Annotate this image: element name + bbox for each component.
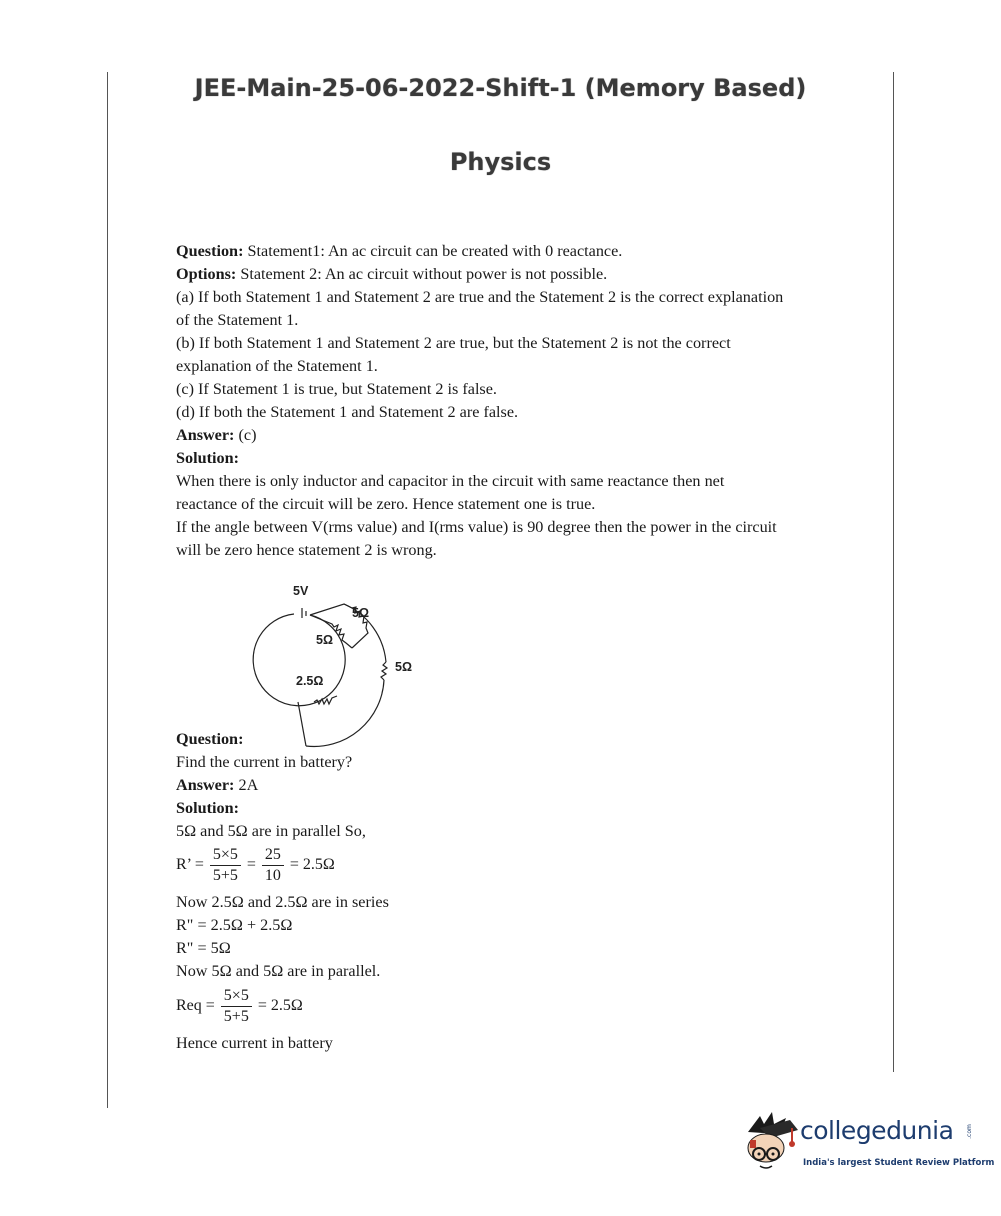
denominator: 5+5 (223, 1008, 249, 1025)
solution-continued (176, 891, 836, 983)
bottom-resistor-label: 2.5Ω (296, 674, 324, 688)
equation-result: = 2.5Ω (257, 997, 303, 1015)
question-label: Question: (176, 242, 244, 260)
page-title: JEE-Main-25-06-2022-Shift-1 (Memory Based) (194, 74, 807, 102)
equals-sign: = (246, 856, 256, 874)
inner-resistor-label: 5Ω (316, 633, 333, 647)
denominator: 10 (264, 867, 281, 884)
q2-answer-line (176, 774, 836, 797)
question-1 (176, 240, 836, 562)
option-b: (b) If both Statement 1 and Statement 2 are true, but the Statement 2 is not the correct (176, 334, 731, 352)
equation-result: = 2.5Ω (289, 856, 335, 874)
fraction (262, 846, 284, 885)
numerator: 5×5 (221, 987, 252, 1007)
option-d: (d) If both the Statement 1 and Statement 2 are false. (176, 403, 519, 421)
q2-question-text: Find the current in battery? (176, 753, 353, 771)
right-margin-rule (893, 72, 894, 1072)
solution-line: When there is only inductor and capacitor in the circuit with same reactance then net (176, 472, 725, 490)
fraction (210, 846, 241, 885)
option-c: (c) If Statement 1 is true, but Statement 2 is false. (176, 380, 497, 398)
solution-label: Solution: (176, 449, 239, 467)
inner-loop-wire (253, 614, 345, 706)
question-2 (176, 728, 836, 843)
top-resistor-label: 5Ω (352, 606, 369, 620)
option-a: (a) If both Statement 1 and Statement 2 are true and the Statement 2 is the correct explanation (176, 288, 784, 306)
q2-question-label (176, 728, 836, 751)
solution-line: If the angle between V(rms value) and I(rms value) is 90 degree then the power in the circuit (176, 518, 777, 536)
solution-line: Now 5Ω and 5Ω are in parallel. (176, 962, 381, 980)
denominator: 5+5 (212, 867, 238, 884)
options-text: Statement 2: An ac circuit without power is not possible. (236, 265, 608, 283)
equation-req (176, 987, 303, 1026)
q1-answer-line (176, 424, 836, 447)
logo-wordmark: collegedunia (800, 1116, 954, 1145)
equation-lhs: R’ = (176, 856, 204, 874)
q1-question-line (176, 240, 836, 263)
solution-line: reactance of the circuit will be zero. Hence statement one is true. (176, 495, 596, 513)
answer-value: 2A (234, 776, 259, 794)
left-margin-rule (107, 72, 108, 1108)
right-resistor (381, 662, 387, 680)
solution-line: Hence current in battery (176, 1034, 333, 1052)
question-text: Statement1: An ac circuit can be created with 0 reactance. (243, 242, 623, 260)
options-label: Options: (176, 265, 237, 283)
collegedunia-logo[interactable] (740, 1110, 995, 1180)
mascot-icon (740, 1110, 800, 1180)
circuit-diagram (240, 578, 440, 748)
answer-label: Answer: (176, 776, 235, 794)
equation-r-prime (176, 846, 335, 885)
battery-label: 5V (293, 584, 309, 598)
solution-end (176, 1032, 836, 1055)
solution-line: 5Ω and 5Ω are in parallel So, (176, 822, 366, 840)
fraction (221, 987, 252, 1026)
logo-tagline: India's largest Student Review Platform (803, 1158, 995, 1168)
solution-line: will be zero hence statement 2 is wrong. (176, 541, 437, 559)
equation-lhs: Req = (176, 997, 215, 1015)
option-b-continued: explanation of the Statement 1. (176, 357, 378, 375)
answer-label: Answer: (176, 426, 235, 444)
answer-value: (c) (234, 426, 257, 444)
solution-line: R" = 5Ω (176, 939, 231, 957)
option-a-continued: of the Statement 1. (176, 311, 299, 329)
right-resistor-label: 5Ω (395, 660, 412, 674)
q1-solution-label (176, 447, 836, 470)
q1-options-line (176, 263, 836, 286)
numerator: 5×5 (210, 846, 241, 866)
question-label: Question: (176, 730, 244, 748)
solution-line: Now 2.5Ω and 2.5Ω are in series (176, 893, 389, 911)
solution-line: R" = 2.5Ω + 2.5Ω (176, 916, 293, 934)
subject-heading: Physics (449, 148, 552, 176)
q2-solution-label (176, 797, 836, 820)
solution-label: Solution: (176, 799, 239, 817)
numerator: 25 (262, 846, 284, 866)
logo-dot-com: .com (965, 1124, 973, 1139)
